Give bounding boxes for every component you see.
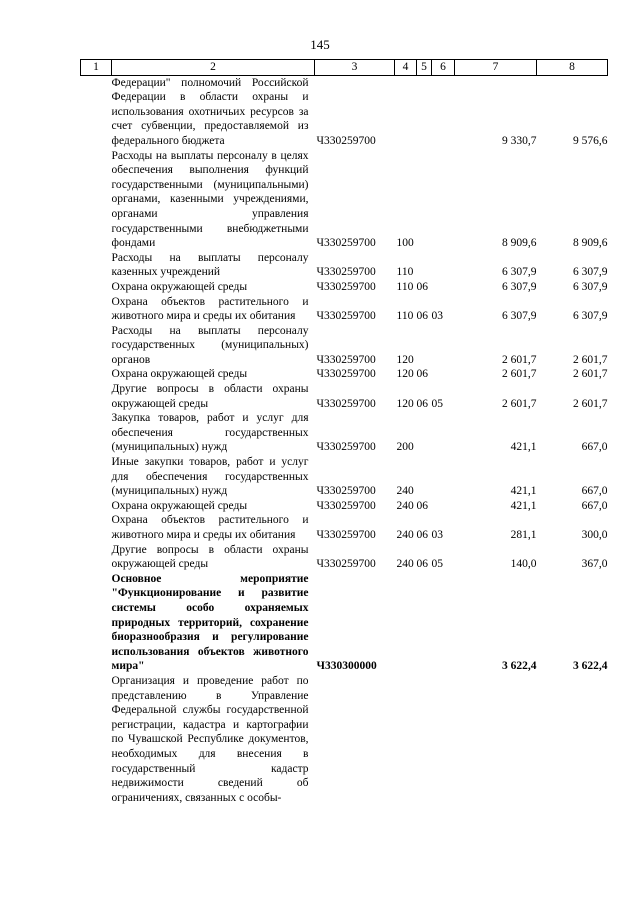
amount-col8: 2 601,7	[573, 397, 608, 410]
item-name: Расходы на выплаты персоналу государственных (муниципальных) органов	[111, 324, 309, 366]
amount-col8: 8 909,6	[573, 237, 608, 250]
subsection-code	[432, 324, 455, 368]
subsection-code	[432, 280, 455, 295]
amount-col8: 367,0	[581, 558, 608, 571]
item-name: Другие вопросы в области охраны окружающей среды	[111, 543, 309, 571]
amount-col8: 2 601,7	[573, 368, 608, 381]
item-name: Иные закупки товаров, работ и услуг для обеспечения государственных (муниципальных) нужд	[111, 456, 309, 498]
table-row	[81, 75, 608, 148]
expense-type-code: 110	[396, 280, 414, 293]
target-code: Ч330259700	[316, 529, 376, 541]
amount-col7: 9 330,7	[502, 134, 537, 147]
section-code: 06	[416, 499, 428, 512]
amount-col8: 3 622,4	[573, 660, 608, 673]
item-name: Закупка товаров, работ и услуг для обеспечения государственных (муниципальных) нужд	[111, 412, 309, 454]
table-row	[81, 251, 608, 280]
amount-col7: 8 909,6	[502, 237, 537, 250]
target-code	[315, 674, 395, 805]
table-row	[81, 513, 608, 542]
col-header-8: 8	[537, 60, 608, 76]
row-num-cell	[81, 513, 112, 542]
amount-col8: 9 576,6	[573, 134, 608, 147]
item-name: Охрана окружающей среды	[111, 499, 248, 512]
subsection-code: 05	[431, 558, 443, 571]
subsection-code	[432, 499, 455, 514]
section-code	[417, 455, 432, 499]
table-row	[81, 455, 608, 499]
row-num-cell	[81, 572, 112, 674]
table-row	[81, 499, 608, 514]
target-code: Ч330259700	[316, 485, 376, 498]
table-row	[81, 382, 608, 411]
section-code	[417, 674, 432, 805]
amount-col8: 6 307,9	[573, 266, 608, 279]
row-num-cell	[81, 324, 112, 368]
expense-type-code: 110	[396, 310, 414, 323]
target-code: Ч330259700	[316, 499, 376, 512]
expense-type-code	[395, 75, 417, 148]
subsection-code	[432, 75, 455, 148]
table-row	[81, 367, 608, 382]
subsection-code	[432, 455, 455, 499]
row-num-cell	[81, 499, 112, 514]
section-code: 06	[416, 280, 428, 293]
table-row	[81, 572, 608, 674]
item-name: Расходы на выплаты персоналу казенных учреждений	[111, 251, 309, 279]
section-code: 06	[416, 558, 428, 571]
subsection-code: 05	[431, 397, 443, 410]
row-num-cell	[81, 674, 112, 805]
col-header-2: 2	[112, 60, 315, 76]
section-code	[417, 75, 432, 148]
subsection-code	[432, 674, 455, 805]
subsection-code: 03	[431, 529, 443, 541]
expense-type-code: 240	[396, 485, 414, 498]
section-code	[417, 324, 432, 368]
amount-col7: 6 307,9	[502, 266, 537, 279]
item-name: Охрана окружающей среды	[111, 368, 248, 381]
item-name: Федерации" полномочий Российской Федерации в области охраны и использования охотничьих ресурсов за счет субвенции, предоставляемой из федерального бюджета	[111, 76, 309, 147]
section-code: 06	[416, 397, 428, 410]
amount-col7: 2 601,7	[502, 353, 537, 366]
expense-type-code: 120	[396, 368, 414, 381]
amount-col8: 667,0	[581, 485, 608, 498]
subsection-code	[432, 411, 455, 455]
subsection-code	[432, 367, 455, 382]
expense-type-code: 200	[396, 441, 414, 454]
expense-type-code: 110	[396, 266, 414, 279]
row-num-cell	[81, 411, 112, 455]
table-row	[81, 149, 608, 251]
expense-type-code: 240	[396, 529, 414, 541]
col-header-4: 4	[395, 60, 417, 76]
row-num-cell	[81, 382, 112, 411]
row-num-cell	[81, 295, 112, 324]
budget-table	[80, 59, 608, 805]
amount-col8: 2 601,7	[573, 353, 608, 366]
amount-col7: 421,1	[510, 441, 537, 454]
target-code: Ч330259700	[316, 310, 376, 323]
section-code: 06	[416, 368, 428, 381]
column-number-header	[81, 60, 608, 76]
target-code: Ч330259700	[316, 558, 376, 571]
table-row	[81, 280, 608, 295]
item-name: Основное мероприятие "Функционирование и развитие системы особо охраняемых природных территорий, сохранение биоразнообразия и регулирование использования объектов животного мира"	[111, 572, 309, 673]
item-name: Организация и проведение работ по представлению в Управление Федеральной службы государственной регистрации, кадастра и картографии по Чувашской Республике документов, необходимых для внесения в государственный кадастр недвижимости сведений об ограничениях, связанных с особы-	[111, 674, 309, 804]
amount-col7: 3 622,4	[502, 660, 537, 673]
col-header-6: 6	[432, 60, 455, 76]
amount-col8: 667,0	[581, 441, 608, 454]
amount-col8: 300,0	[581, 529, 608, 541]
expense-type-code	[395, 674, 417, 805]
item-name: Охрана окружающей среды	[111, 280, 248, 293]
amount-col7: 140,0	[510, 558, 537, 571]
expense-type-code: 240	[396, 499, 414, 512]
subsection-code	[432, 149, 455, 251]
table-row	[81, 295, 608, 324]
subsection-code	[432, 572, 455, 674]
expense-type-code: 120	[396, 397, 414, 410]
target-code: Ч330259700	[316, 266, 376, 279]
target-code: Ч330259700	[316, 134, 376, 147]
item-name: Расходы на выплаты персоналу в целях обеспечения выполнения функций государственными (муниципальными) органами, казенными учреждениями, органами управления государственными внебюджетными фондами	[111, 149, 309, 250]
section-code	[417, 411, 432, 455]
subsection-code: 03	[431, 310, 443, 323]
row-num-cell	[81, 251, 112, 280]
expense-type-code: 240	[396, 558, 414, 571]
amount-col7: 2 601,7	[502, 368, 537, 381]
target-code: Ч330259700	[316, 237, 376, 250]
table-row	[81, 324, 608, 368]
row-num-cell	[81, 543, 112, 572]
amount-col7: 6 307,9	[502, 310, 537, 323]
target-code: Ч330259700	[316, 280, 376, 293]
target-code: Ч330259700	[316, 353, 376, 366]
row-num-cell	[81, 367, 112, 382]
table-row	[81, 674, 608, 805]
amount-col7	[455, 674, 537, 805]
expense-type-code	[395, 572, 417, 674]
row-num-cell	[81, 455, 112, 499]
section-code	[417, 251, 432, 280]
col-header-1: 1	[81, 60, 112, 76]
amount-col7: 6 307,9	[502, 280, 537, 293]
section-code: 06	[416, 310, 428, 323]
item-name: Другие вопросы в области охраны окружающей среды	[111, 383, 309, 410]
page-number: 145	[310, 37, 330, 52]
amount-col7: 421,1	[510, 485, 537, 498]
row-num-cell	[81, 280, 112, 295]
section-code: 06	[416, 529, 428, 541]
amount-col7: 421,1	[510, 499, 537, 512]
row-num-cell	[81, 149, 112, 251]
section-code	[417, 572, 432, 674]
section-code	[417, 149, 432, 251]
col-header-5: 5	[417, 60, 432, 76]
col-header-3: 3	[315, 60, 395, 76]
amount-col8: 6 307,9	[573, 310, 608, 323]
amount-col8: 6 307,9	[573, 280, 608, 293]
amount-col8	[537, 674, 608, 805]
expense-type-code: 100	[396, 237, 414, 250]
amount-col8: 667,0	[581, 499, 608, 512]
amount-col7: 281,1	[510, 529, 537, 541]
expense-type-code: 120	[396, 353, 414, 366]
target-code: Ч330259700	[316, 368, 376, 381]
table-row	[81, 543, 608, 572]
amount-col7: 2 601,7	[502, 397, 537, 410]
row-num-cell	[81, 75, 112, 148]
target-code: Ч330300000	[316, 660, 377, 673]
subsection-code	[432, 251, 455, 280]
table-row	[81, 411, 608, 455]
item-name: Охрана объектов растительного и животного мира и среды их обитания	[111, 295, 309, 323]
target-code: Ч330259700	[316, 397, 376, 410]
col-header-7: 7	[455, 60, 537, 76]
target-code: Ч330259700	[316, 441, 376, 454]
item-name: Охрана объектов растительного и животного мира и среды их обитания	[111, 514, 309, 541]
